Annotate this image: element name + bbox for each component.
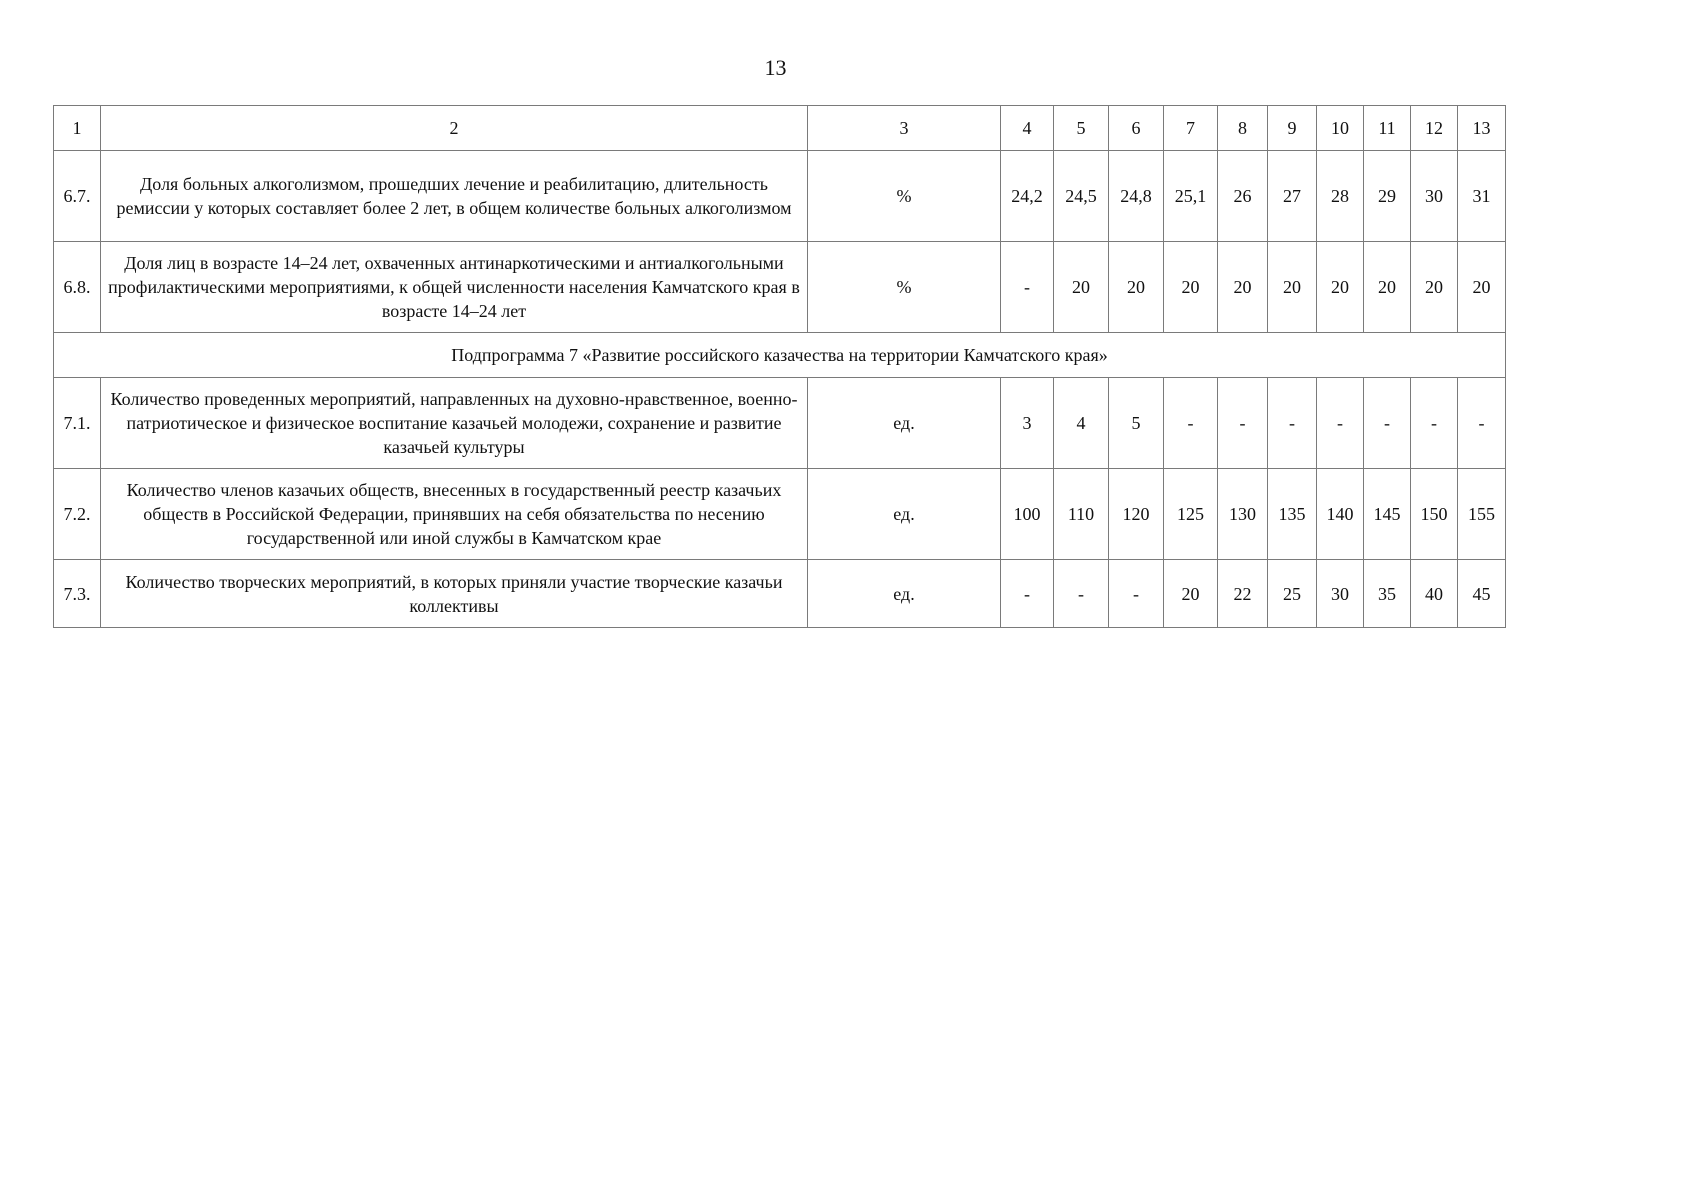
subprogram-row	[54, 333, 1506, 378]
value-cell: 3	[1001, 378, 1054, 469]
row-number: 6.8.	[54, 242, 101, 333]
value-cell: 20	[1317, 242, 1364, 333]
value-cell: 20	[1109, 242, 1164, 333]
unit-cell: ед.	[808, 378, 1001, 469]
value-cell: 20	[1411, 242, 1458, 333]
row-number: 7.2.	[54, 469, 101, 560]
unit-cell: %	[808, 151, 1001, 242]
value-cell: -	[1218, 378, 1268, 469]
value-cell: -	[1411, 378, 1458, 469]
value-cell: 27	[1268, 151, 1317, 242]
unit-cell: ед.	[808, 469, 1001, 560]
value-cell: 135	[1268, 469, 1317, 560]
value-cell: 20	[1268, 242, 1317, 333]
row-number: 7.3.	[54, 560, 101, 628]
value-cell: 24,2	[1001, 151, 1054, 242]
value-cell: 31	[1458, 151, 1506, 242]
unit-cell: %	[808, 242, 1001, 333]
value-cell: 4	[1054, 378, 1109, 469]
value-cell: 40	[1411, 560, 1458, 628]
indicator-description: Количество проведенных мероприятий, направленных на духовно-нравственное, военно-патриотическое и физическое воспитание казачьей молодежи, сохранение и развитие казачьей культуры	[101, 378, 808, 469]
row-number: 6.7.	[54, 151, 101, 242]
header-cell: 10	[1317, 106, 1364, 151]
header-cell: 6	[1109, 106, 1164, 151]
header-cell: 11	[1364, 106, 1411, 151]
table-row	[54, 560, 1506, 628]
header-cell: 2	[101, 106, 808, 151]
value-cell: 26	[1218, 151, 1268, 242]
table-row	[54, 378, 1506, 469]
value-cell: 25,1	[1164, 151, 1218, 242]
table-row	[54, 469, 1506, 560]
indicator-description: Доля лиц в возрасте 14–24 лет, охваченных антинаркотическими и антиалкогольными профилактическими мероприятиями, к общей численности населения Камчатского края в возрасте 14–24 лет	[101, 242, 808, 333]
value-cell: 45	[1458, 560, 1506, 628]
header-cell: 13	[1458, 106, 1506, 151]
value-cell: -	[1164, 378, 1218, 469]
value-cell: -	[1317, 378, 1364, 469]
value-cell: 110	[1054, 469, 1109, 560]
value-cell: 20	[1164, 560, 1218, 628]
header-cell: 1	[54, 106, 101, 151]
row-number: 7.1.	[54, 378, 101, 469]
value-cell: 20	[1364, 242, 1411, 333]
value-cell: -	[1109, 560, 1164, 628]
table-header-row	[54, 106, 1506, 151]
value-cell: 24,8	[1109, 151, 1164, 242]
subprogram-title: Подпрограмма 7 «Развитие российского казачества на территории Камчатского края»	[54, 333, 1506, 378]
page-number: 13	[764, 55, 787, 80]
value-cell: 5	[1109, 378, 1164, 469]
header-cell: 8	[1218, 106, 1268, 151]
value-cell: 35	[1364, 560, 1411, 628]
value-cell: -	[1458, 378, 1506, 469]
unit-cell: ед.	[808, 560, 1001, 628]
value-cell: 30	[1317, 560, 1364, 628]
value-cell: -	[1364, 378, 1411, 469]
header-cell: 12	[1411, 106, 1458, 151]
indicator-description: Количество творческих мероприятий, в которых приняли участие творческие казачьи коллективы	[101, 560, 808, 628]
value-cell: 20	[1458, 242, 1506, 333]
value-cell: 20	[1218, 242, 1268, 333]
value-cell: 22	[1218, 560, 1268, 628]
header-cell: 3	[808, 106, 1001, 151]
value-cell: 24,5	[1054, 151, 1109, 242]
value-cell: 30	[1411, 151, 1458, 242]
value-cell: 130	[1218, 469, 1268, 560]
value-cell: 29	[1364, 151, 1411, 242]
value-cell: 120	[1109, 469, 1164, 560]
table-row	[54, 151, 1506, 242]
value-cell: 100	[1001, 469, 1054, 560]
header-cell: 9	[1268, 106, 1317, 151]
value-cell: 155	[1458, 469, 1506, 560]
value-cell: 140	[1317, 469, 1364, 560]
value-cell: -	[1054, 560, 1109, 628]
value-cell: 28	[1317, 151, 1364, 242]
value-cell: 25	[1268, 560, 1317, 628]
value-cell: 145	[1364, 469, 1411, 560]
indicators-table	[53, 105, 1506, 628]
header-cell: 7	[1164, 106, 1218, 151]
value-cell: 20	[1164, 242, 1218, 333]
value-cell: -	[1001, 242, 1054, 333]
indicator-description: Доля больных алкоголизмом, прошедших лечение и реабилитацию, длительность ремиссии у которых составляет более 2 лет, в общем количестве больных алкоголизмом	[101, 151, 808, 242]
header-cell: 4	[1001, 106, 1054, 151]
header-cell: 5	[1054, 106, 1109, 151]
table-row	[54, 242, 1506, 333]
value-cell: 150	[1411, 469, 1458, 560]
indicator-description: Количество членов казачьих обществ, внесенных в государственный реестр казачьих обществ в Российской Федерации, принявших на себя обязательства по несению государственной или иной службы в Камчатском крае	[101, 469, 808, 560]
value-cell: -	[1268, 378, 1317, 469]
value-cell: 125	[1164, 469, 1218, 560]
value-cell: -	[1001, 560, 1054, 628]
value-cell: 20	[1054, 242, 1109, 333]
